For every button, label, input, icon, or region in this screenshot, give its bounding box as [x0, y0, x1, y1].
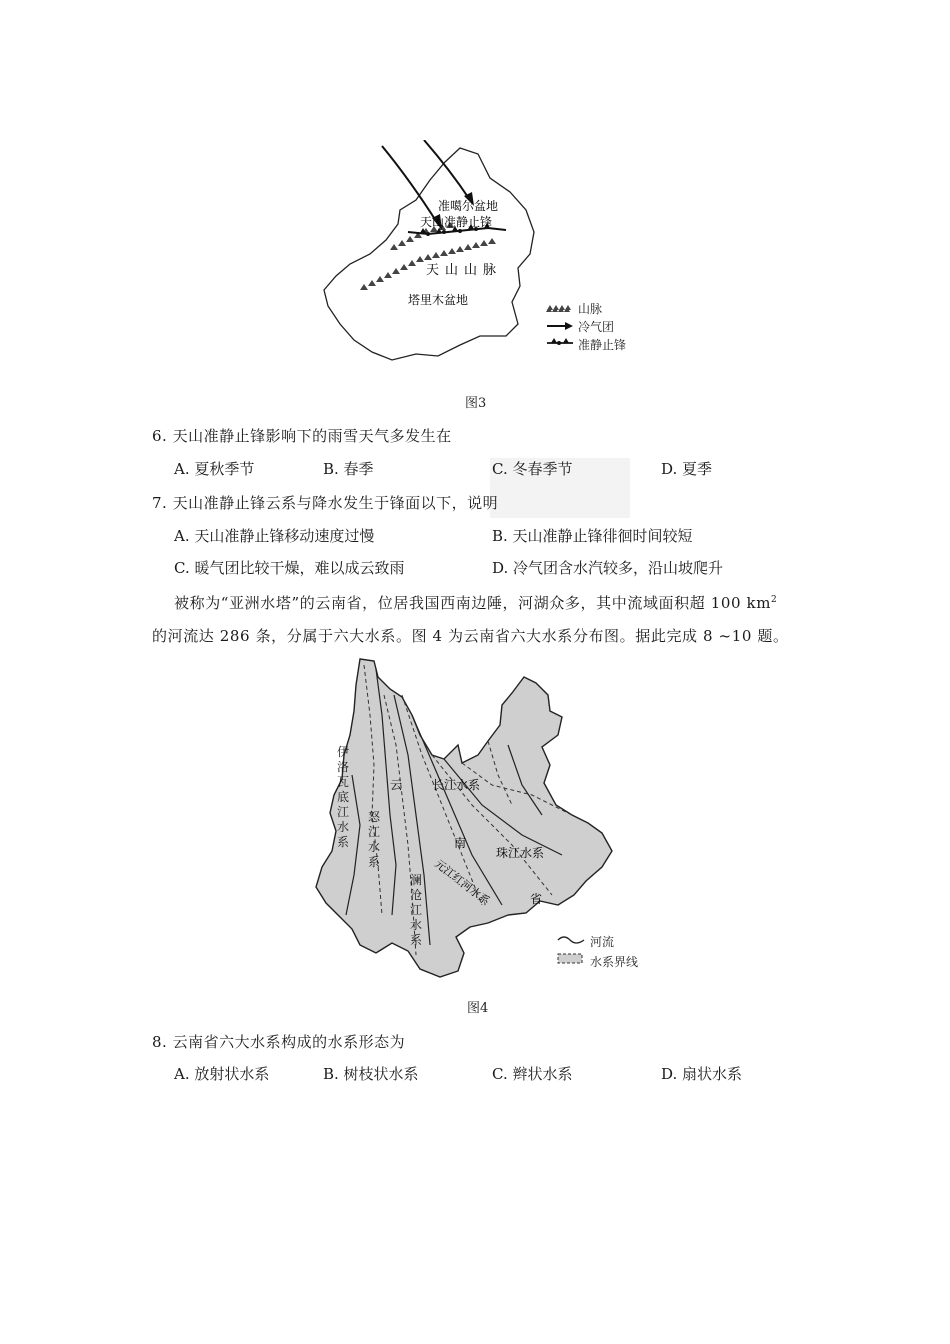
- legend-front-label: 准静止锋: [578, 338, 627, 352]
- legend-river-label: 河流: [590, 935, 615, 949]
- label-lancang-system: 澜沧江水系: [410, 873, 423, 947]
- q6-option-a[interactable]: A. 夏秋季节: [174, 460, 255, 478]
- question-8-stem: 8. 云南省六大水系构成的水系形态为: [152, 1033, 406, 1051]
- intro-superscript: 2: [771, 595, 778, 605]
- figure-4-caption: 图4: [467, 1001, 489, 1016]
- legend-mountain-label: 山脉: [578, 302, 603, 316]
- q7-option-c[interactable]: C. 暖气团比较干燥，难以成云致雨: [174, 559, 405, 577]
- figure-3-legend-symbols: [545, 300, 575, 352]
- q6-option-c[interactable]: C. 冬春季节: [492, 460, 573, 478]
- label-tianshan-front: 天山准静止锋: [420, 215, 493, 229]
- q7-option-b[interactable]: B. 天山准静止锋徘徊时间较短: [492, 527, 693, 545]
- q8-option-b[interactable]: B. 树枝状水系: [323, 1065, 419, 1083]
- figure-4-legend-symbols: [556, 932, 586, 966]
- label-nan: 南: [454, 836, 467, 850]
- label-yuanjiang-honghe: 元江红河水系: [432, 857, 493, 908]
- legend-boundary-label: 水系界线: [590, 955, 639, 969]
- figure-3-caption: 图3: [465, 396, 487, 411]
- label-sheng: 省: [530, 892, 543, 906]
- xinjiang-outline: [324, 148, 534, 360]
- figure-3-map: [320, 140, 580, 380]
- q6-option-b[interactable]: B. 春季: [323, 460, 374, 478]
- q8-option-d[interactable]: D. 扇状水系: [661, 1065, 743, 1083]
- label-junggar-basin: 准噶尔盆地: [438, 199, 499, 213]
- label-yun: 云: [390, 778, 403, 792]
- label-nujiang-system: 怒江水系: [368, 810, 381, 869]
- legend-cold-air-label: 冷气团: [578, 320, 615, 334]
- q7-option-a[interactable]: A. 天山准静止锋移动速度过慢: [174, 527, 375, 545]
- q7-option-d[interactable]: D. 冷气团含水汽较多，沿山坡爬升: [492, 559, 724, 577]
- q8-option-a[interactable]: A. 放射状水系: [174, 1065, 270, 1083]
- intro-line-1: [174, 592, 777, 613]
- label-changjiang: 长江水系: [432, 778, 481, 792]
- intro-line-1-text: 被称为“亚洲水塔”的云南省，位居我国西南边陲，河湖众多，其中流域面积超 100 km: [174, 594, 772, 612]
- question-6-stem: 6. 天山准静止锋影响下的雨雪天气多发生在: [152, 427, 452, 445]
- intro-line-2: 的河流达 286 条，分属于六大水系。图 4 为云南省六大水系分布图。据此完成 8 ~10 题。: [152, 627, 789, 645]
- label-irrawaddy-system: 伊洛瓦底江水系: [337, 745, 350, 849]
- label-tarim-basin: 塔里木盆地: [408, 293, 469, 307]
- q8-option-c[interactable]: C. 辫状水系: [492, 1065, 573, 1083]
- label-zhujiang: 珠江水系: [496, 846, 545, 860]
- label-tianshan-mountains: 天山山脉: [426, 263, 503, 278]
- question-7-stem: 7. 天山准静止锋云系与降水发生于锋面以下，说明: [152, 494, 499, 512]
- q6-option-d[interactable]: D. 夏季: [661, 460, 713, 478]
